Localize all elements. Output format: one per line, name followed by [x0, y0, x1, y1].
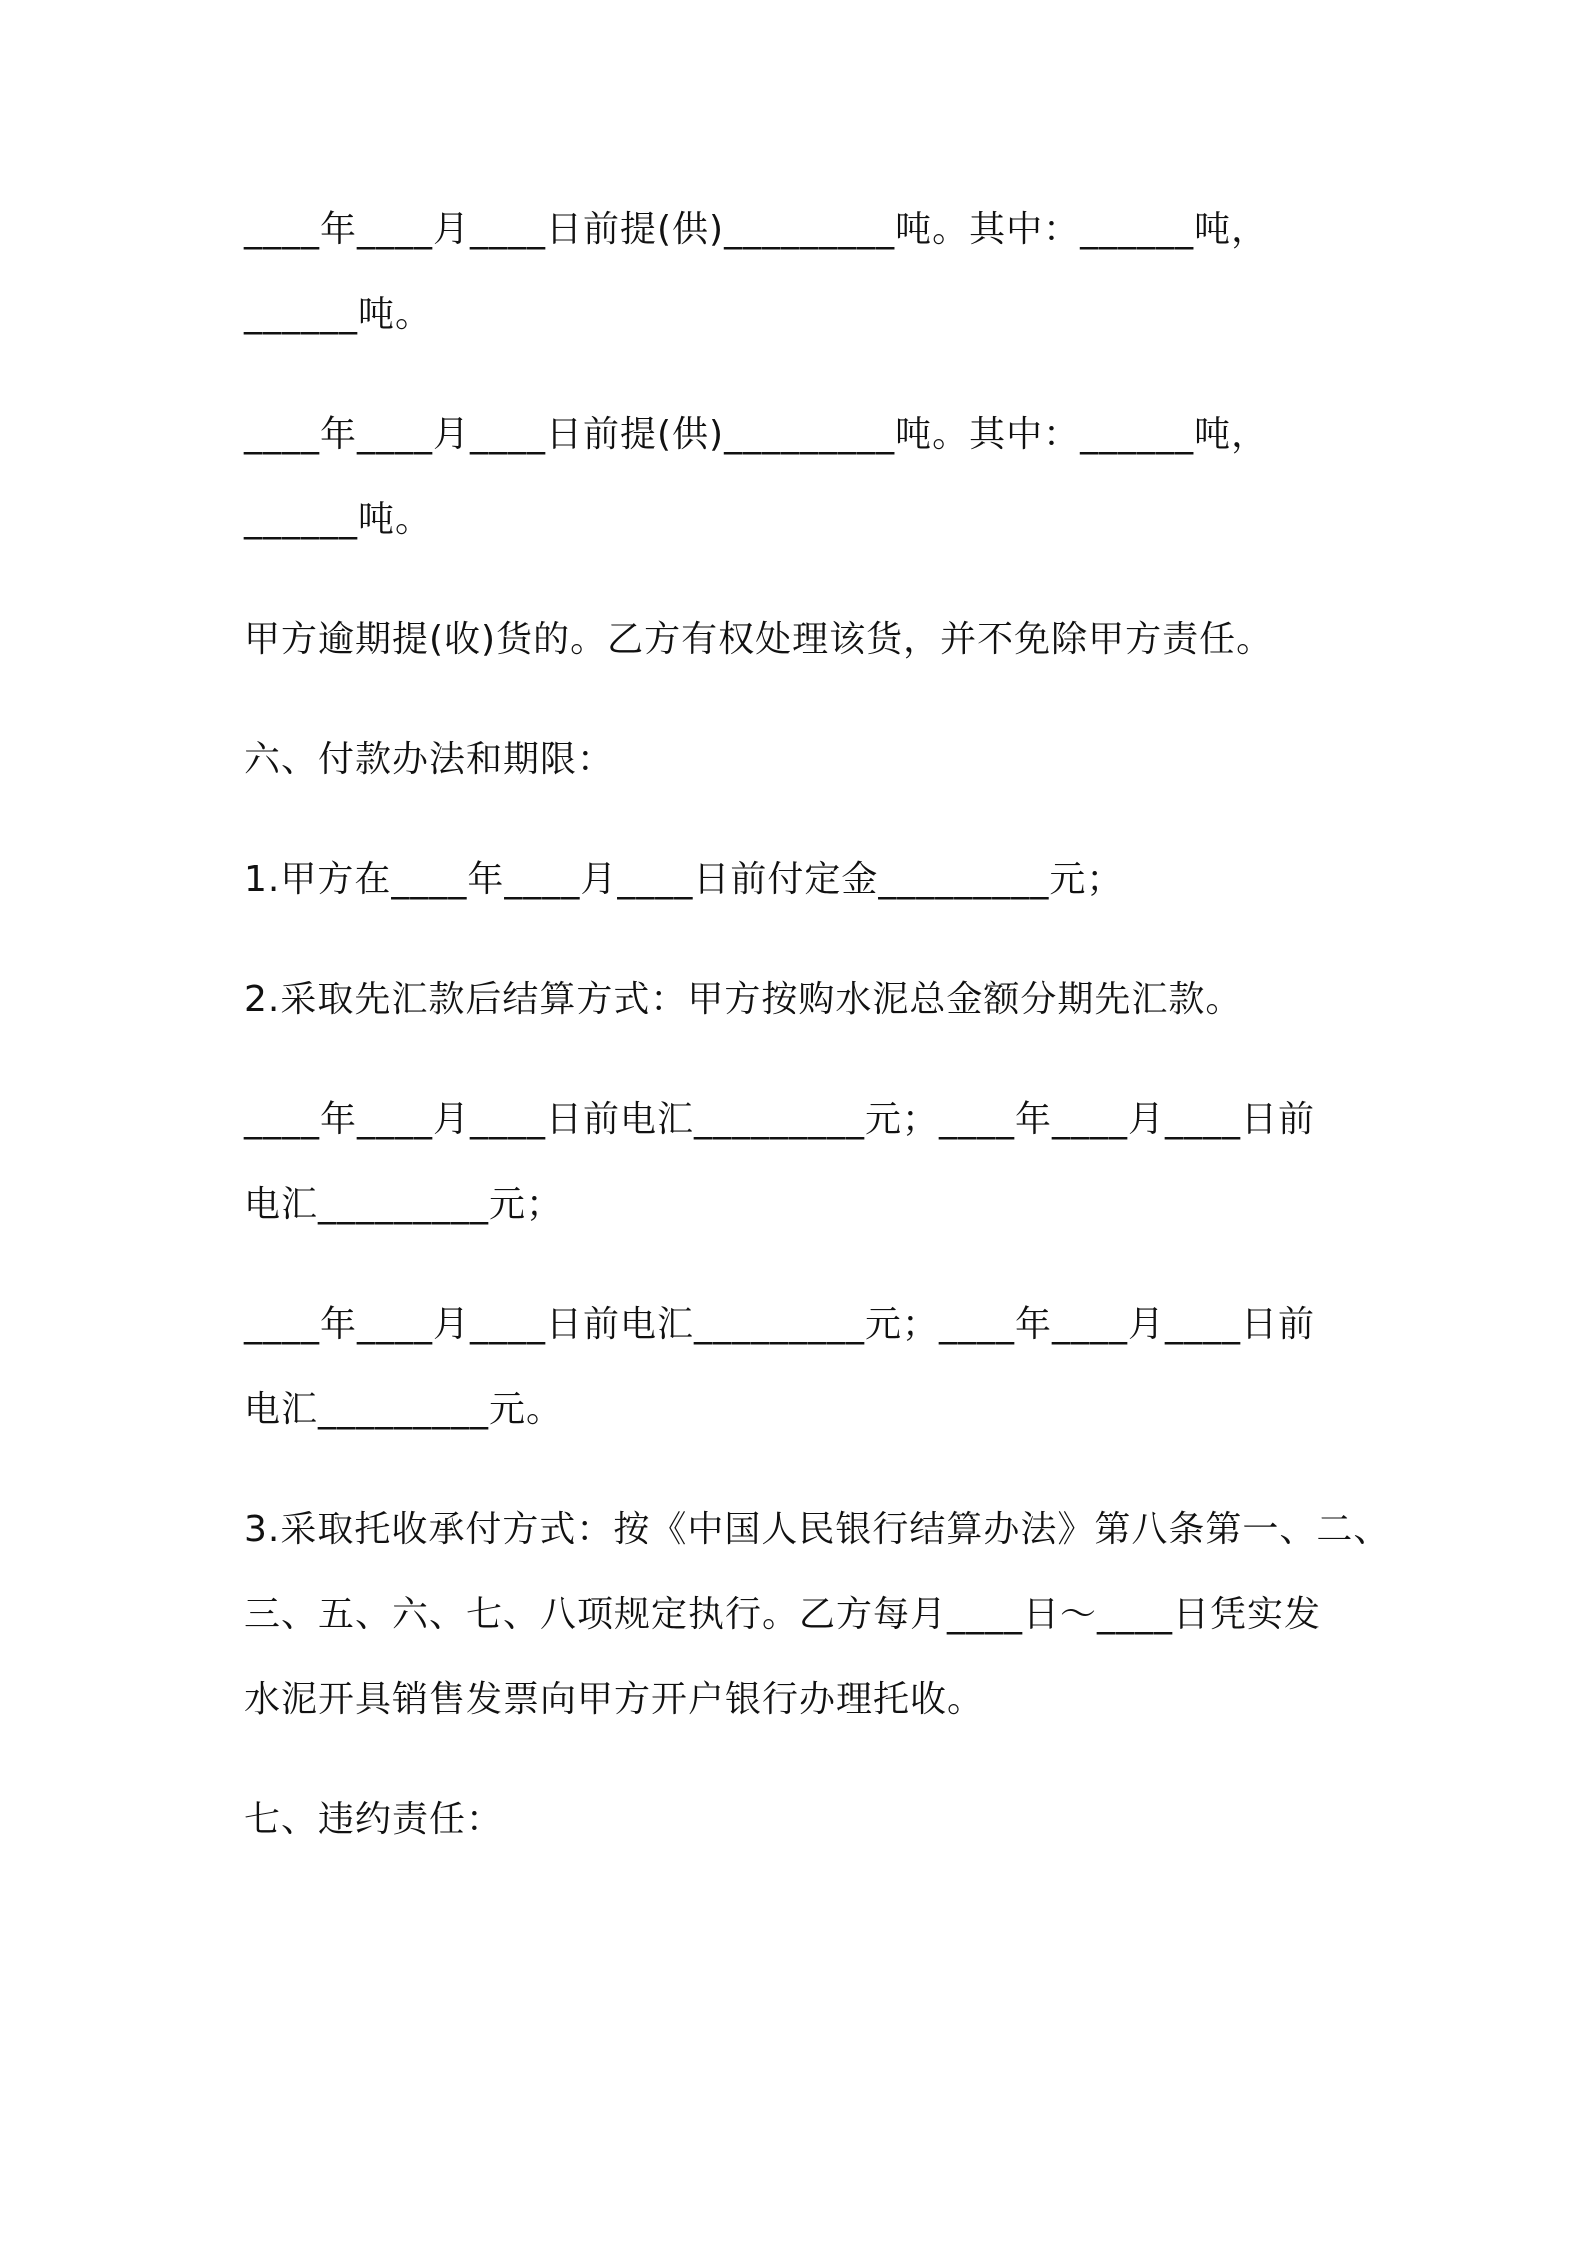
delivery-schedule-line-1: ____年____月____日前提(供)_________吨。其中：______吨，	[244, 209, 1269, 250]
payment-item-1: 1.甲方在____年____月____日前付定金_________元；	[244, 859, 1124, 900]
payment-item-3: 3.采取托收承付方式：按《中国人民银行结算办法》第八条第一、二、	[244, 1509, 1391, 1550]
payment-item-2: 2.采取先汇款后结算方式：甲方按购水泥总金额分期先汇款。	[244, 979, 1243, 1020]
wire-schedule-line-1: ____年____月____日前电汇_________元；____年____月____日前	[244, 1099, 1316, 1140]
delivery-schedule-line-2-cont: ______吨。	[244, 499, 433, 540]
wire-schedule-line-2-cont: 电汇_________元。	[244, 1389, 564, 1430]
wire-schedule-line-2: ____年____月____日前电汇_________元；____年____月____日前	[244, 1304, 1316, 1345]
payment-item-3-cont-1: 三、五、六、七、八项规定执行。乙方每月____日～____日凭实发	[244, 1594, 1322, 1635]
payment-item-3-cont-2: 水泥开具销售发票向甲方开户银行办理托收。	[244, 1679, 985, 1720]
wire-schedule-line-1-cont: 电汇_________元；	[244, 1184, 564, 1225]
late-pickup-clause: 甲方逾期提(收)货的。乙方有权处理该货，并不免除甲方责任。	[244, 619, 1274, 660]
section-six-heading: 六、付款办法和期限：	[244, 739, 615, 780]
section-seven-heading: 七、违约责任：	[244, 1799, 504, 1840]
delivery-schedule-line-1-cont: ______吨。	[244, 294, 433, 335]
delivery-schedule-line-2: ____年____月____日前提(供)_________吨。其中：______吨，	[244, 414, 1269, 455]
